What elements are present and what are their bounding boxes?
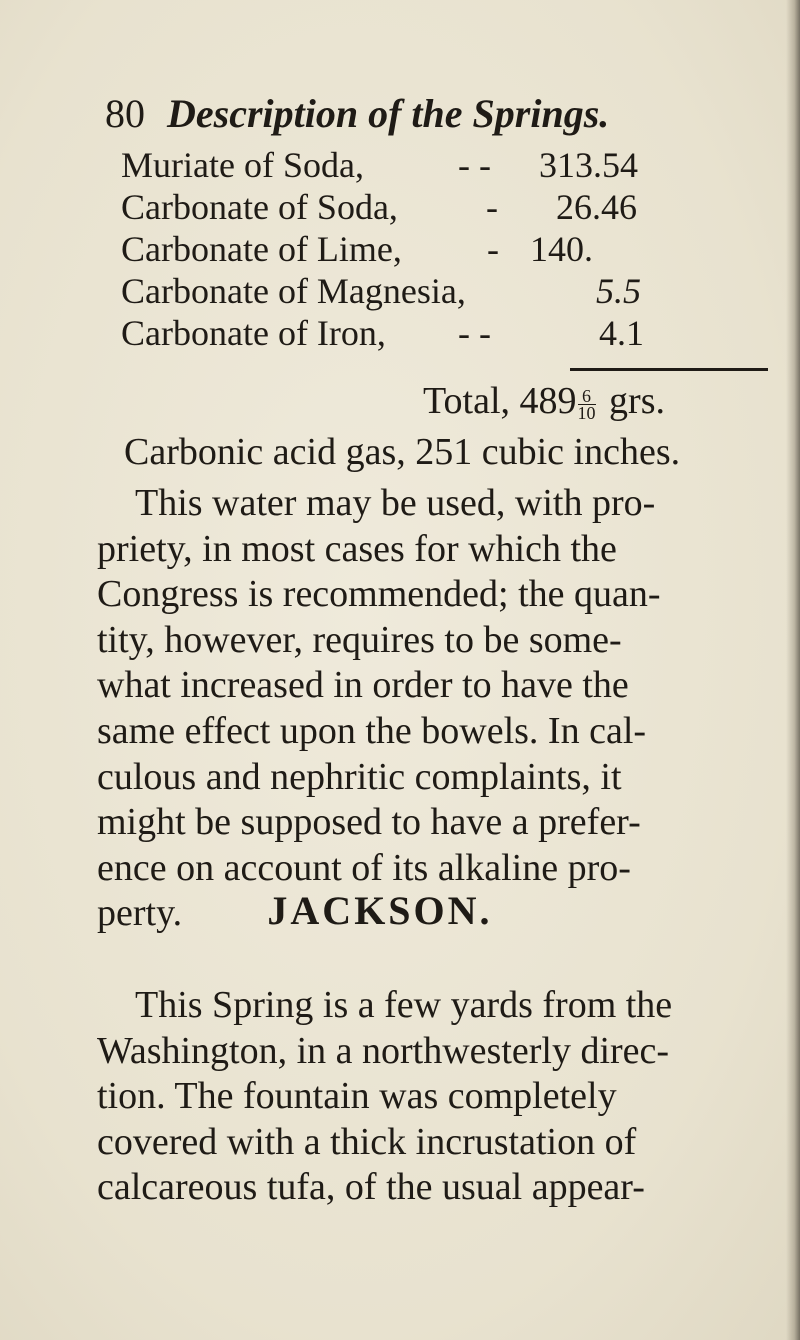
substance-name: Carbonate of Soda,	[121, 187, 398, 227]
leader-dashes: - -	[458, 313, 491, 353]
text-line: Congress is recommended; the quan-	[97, 573, 661, 616]
substance-amount: 4.1	[599, 313, 644, 353]
total-line	[423, 379, 665, 423]
total-rule	[570, 368, 768, 371]
page-edge-shadow	[786, 0, 800, 1340]
text-line: ence on account of its alkaline pro-	[97, 846, 631, 889]
running-header	[105, 90, 609, 137]
running-title: Description of the Springs.	[167, 91, 610, 136]
substance-amount: 26.46	[556, 187, 637, 227]
total-whole: 489	[519, 380, 577, 422]
section-heading	[0, 887, 800, 934]
page-number: 80	[105, 91, 145, 136]
text-line: perty.	[97, 892, 183, 935]
substance-name: Carbonate of Lime,	[121, 229, 402, 269]
substance-name: Carbonate of Iron,	[121, 313, 386, 353]
text-line: This Spring is a few yards from the	[135, 984, 673, 1026]
text-line: what increased in order to have the	[97, 664, 629, 707]
text-line: priety, in most cases for which the	[97, 527, 617, 570]
text-line: same effect upon the bowels. In cal-	[97, 709, 647, 752]
leader-dashes: -	[486, 187, 498, 227]
total-unit: grs.	[609, 380, 665, 422]
text-line: Washington, in a northwesterly direc-	[97, 1029, 670, 1072]
substance-amount: 140.	[530, 229, 593, 269]
fraction-numerator: 6	[578, 388, 596, 405]
paragraph-jackson	[97, 983, 767, 1211]
text-line: tity, however, requires to be some-	[97, 618, 622, 661]
text-line: might be supposed to have a prefer-	[97, 801, 641, 844]
leader-dashes: - -	[458, 145, 491, 185]
substance-name: Carbonate of Magnesia,	[121, 271, 466, 311]
section-heading-text: JACKSON.	[267, 888, 493, 933]
text-line: tion. The fountain was completely	[97, 1075, 617, 1118]
text-line: calcareous tufa, of the usual appear-	[97, 1166, 645, 1209]
total-fraction	[577, 385, 596, 423]
text-line: culous and nephritic complaints, it	[97, 755, 622, 798]
substance-amount: 313.54	[539, 145, 638, 185]
fraction-denominator: 10	[577, 402, 596, 423]
paragraph-usage	[97, 481, 767, 937]
leader-dashes: -	[487, 229, 499, 269]
text-line: This water may be used, with pro-	[135, 482, 656, 524]
total-label: Total,	[423, 380, 511, 422]
substance-amount: 5.5	[596, 271, 641, 311]
substance-name: Muriate of Soda,	[121, 145, 364, 185]
text-line: covered with a thick incrustation of	[97, 1120, 637, 1163]
gas-volume-line: Carbonic acid gas, 251 cubic inches.	[124, 431, 681, 473]
